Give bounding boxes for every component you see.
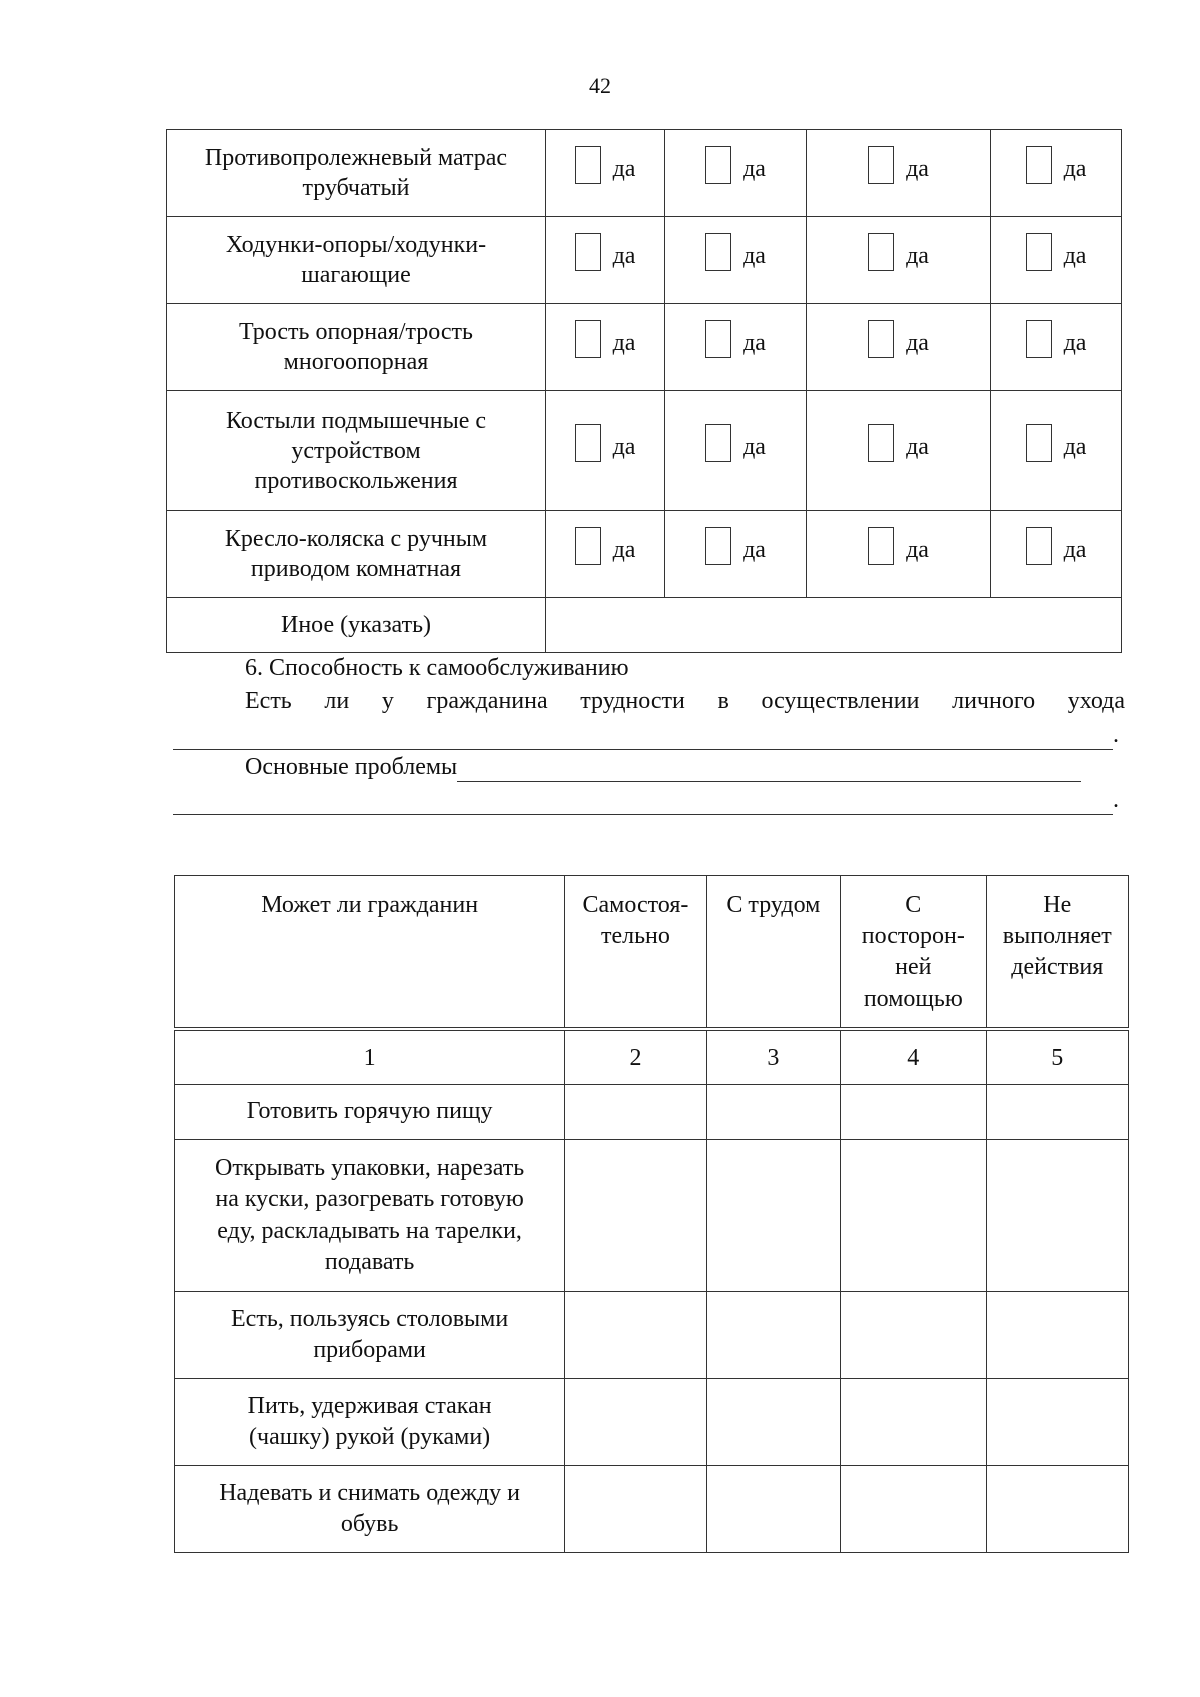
question-word: Есть [245,688,292,714]
period: . [1113,722,1119,748]
header-line: С [905,892,922,918]
header-line: ней [895,954,932,981]
checkbox-label: да [1063,243,1087,269]
activity-line: приборами [313,1337,426,1363]
question-word: гражданина [426,688,548,714]
table-row [175,1292,1129,1379]
checkbox-label: да [743,433,766,460]
header-independently [565,876,706,1028]
checkbox-label: да [743,243,766,269]
checkbox-option[interactable] [705,237,766,275]
checkbox-option[interactable] [575,150,636,188]
answer-cell[interactable] [986,1466,1128,1553]
answer-cell[interactable] [706,1140,840,1292]
activity-line: Пить, удерживая стакан [247,1392,492,1419]
column-number: 5 [986,1031,1128,1085]
activity-line: Открывать упаковки, нарезать [214,1155,525,1182]
header-does-not-perform [986,876,1128,1028]
equipment-name: приводом комнатная [250,556,462,582]
checkbox-option[interactable] [868,531,929,569]
checkbox-option[interactable] [575,428,636,466]
answer-cell[interactable] [986,1085,1128,1140]
underline [173,814,1113,815]
activity-label: Готовить горячую пищу [175,1085,565,1140]
checkbox-box[interactable] [868,527,894,565]
answer-cell[interactable] [986,1379,1128,1466]
page-number: 42 [589,73,611,98]
checkbox-option[interactable] [705,324,766,362]
equipment-name: Ходунки-опоры/ходунки- [225,232,487,258]
equipment-name: Противопролежневый матрас [204,145,508,171]
table-row [167,217,1122,304]
checkbox-label: да [906,156,929,182]
question-word: у [381,688,394,714]
table-row [167,304,1122,391]
activity-label [175,1379,565,1466]
checkbox-box[interactable] [575,527,601,565]
checkbox-label: да [1063,330,1087,356]
checkbox-option[interactable] [575,237,636,275]
checkbox-option[interactable] [1026,428,1087,466]
answer-cell[interactable] [565,1379,706,1466]
answer-cell[interactable] [841,1379,986,1466]
table-row [175,1379,1129,1466]
checkbox-box[interactable] [705,233,731,271]
header-with-difficulty: С трудом [706,876,840,1028]
checkbox-label: да [743,537,766,563]
answer-cell[interactable] [841,1292,986,1379]
header-line: Самостоя- [582,892,689,918]
activity-line: Есть, пользуясь столовыми [231,1305,509,1332]
column-number: 3 [706,1031,840,1085]
header-can-citizen: Может ли гражданин [175,876,565,1028]
header-line: помощью [863,985,963,1012]
section-title: 6. Способность к самообслуживанию [245,655,629,681]
table-row [175,1140,1129,1292]
answer-cell[interactable] [841,1466,986,1553]
checkbox-option[interactable] [705,428,766,466]
checkbox-box[interactable] [575,320,601,358]
self-care-question [245,686,1125,716]
header-line: Не [1043,892,1072,918]
equipment-name: противоскольжения [254,467,458,494]
answer-cell[interactable] [986,1140,1128,1292]
checkbox-box[interactable] [1026,233,1052,271]
checkbox-box[interactable] [705,146,731,184]
equipment-name: Трость опорная/трость [239,319,473,345]
checkbox-box[interactable] [1026,527,1052,565]
column-number: 1 [175,1031,565,1085]
answer-cell[interactable] [706,1085,840,1140]
checkbox-option[interactable] [575,531,636,569]
checkbox-option[interactable] [705,150,766,188]
checkbox-option[interactable] [1026,150,1087,188]
header-line: выполняет [1002,923,1112,950]
answer-line-1[interactable] [173,720,1119,750]
equipment-name: трубчатый [302,175,410,201]
answer-cell[interactable] [706,1292,840,1379]
table-row [167,130,1122,217]
equipment-name: устройством [291,437,421,464]
table-row [167,391,1122,511]
equipment-name-cell [167,130,546,217]
checkbox-label: да [906,243,929,269]
equipment-name: многоопорная [283,349,429,375]
period: . [1113,787,1119,813]
answer-cell[interactable] [706,1379,840,1466]
checkbox-box[interactable] [868,146,894,184]
checkbox-box[interactable] [575,424,601,462]
equipment-other-field[interactable] [546,598,1122,653]
equipment-name: Кресло-коляска с ручным [224,526,488,552]
answer-cell[interactable] [841,1085,986,1140]
checkbox-label: да [1063,433,1087,460]
question-word: ли [324,688,350,714]
checkbox-option[interactable] [1026,237,1087,275]
checkbox-box[interactable] [705,527,731,565]
checkbox-box[interactable] [868,424,894,462]
checkbox-box[interactable] [1026,320,1052,358]
checkbox-label: да [612,243,636,269]
checkbox-box[interactable] [868,320,894,358]
activity-label [175,1466,565,1553]
activity-label [175,1292,565,1379]
answer-cell[interactable] [565,1085,706,1140]
table-header-row [175,876,1129,1028]
header-line: тельно [600,923,670,950]
question-word: личного [952,688,1036,714]
column-number-row [175,1031,1129,1085]
problems-row [245,750,1081,782]
question-word: ухода [1067,688,1125,714]
question-word: трудности [580,688,685,714]
header-line: действия [1011,954,1104,981]
question-word: осуществлении [761,688,920,714]
activity-line: подавать [324,1248,415,1275]
activity-label [175,1140,565,1292]
equipment-other-label: Иное (указать) [167,598,546,653]
answer-cell[interactable] [565,1292,706,1379]
checkbox-box[interactable] [1026,146,1052,184]
problems-label: Основные проблемы [245,754,458,780]
checkbox-option[interactable] [868,150,929,188]
problems-input-line[interactable] [457,781,1081,782]
activity-line: обувь [340,1511,399,1537]
table-row [175,1466,1129,1553]
checkbox-option[interactable] [868,428,929,466]
checkbox-box[interactable] [1026,424,1052,462]
column-number: 2 [565,1031,706,1085]
checkbox-option[interactable] [868,324,929,362]
checkbox-box[interactable] [575,146,601,184]
answer-line-2[interactable] [173,785,1119,815]
checkbox-label: да [612,330,636,356]
checkbox-label: да [906,537,929,563]
answer-cell[interactable] [841,1140,986,1292]
answer-cell[interactable] [565,1466,706,1553]
checkbox-box[interactable] [705,320,731,358]
checkbox-label: да [906,330,929,356]
checkbox-label: да [612,156,636,182]
checkbox-option[interactable] [705,531,766,569]
question-word: в [717,688,729,714]
checkbox-label: да [612,537,636,563]
table-row [175,1085,1129,1140]
answer-cell[interactable] [565,1140,706,1292]
checkbox-option[interactable] [1026,531,1087,569]
equipment-name-cell [167,391,546,511]
checkbox-option[interactable] [1026,324,1087,362]
answer-cell[interactable] [986,1292,1128,1379]
equipment-name-cell [167,217,546,304]
table-row [167,511,1122,598]
checkbox-box[interactable] [575,233,601,271]
header-line: посторон- [861,923,965,950]
column-number: 4 [841,1031,986,1085]
self-care-table [174,875,1129,1553]
checkbox-label: да [906,433,929,460]
checkbox-box[interactable] [868,233,894,271]
checkbox-label: да [1063,537,1087,563]
checkbox-option[interactable] [575,324,636,362]
activity-line: еду, раскладывать на тарелки, [217,1217,522,1244]
checkbox-label: да [743,156,766,182]
equipment-table [166,129,1122,653]
equipment-name: шагающие [301,262,411,288]
table-row [167,598,1122,653]
checkbox-label: да [743,330,766,356]
equipment-name: Костыли подмышечные с [225,407,487,434]
activity-line: Надевать и снимать одежду и [219,1479,521,1506]
equipment-name-cell [167,511,546,598]
checkbox-label: да [1063,156,1087,182]
header-with-help [841,876,986,1028]
checkbox-option[interactable] [868,237,929,275]
checkbox-label: да [612,433,636,460]
activity-line: (чашку) рукой (руками) [249,1424,491,1450]
equipment-name-cell [167,304,546,391]
activity-line: на куски, разогревать готовую [215,1186,524,1213]
checkbox-box[interactable] [705,424,731,462]
answer-cell[interactable] [706,1466,840,1553]
